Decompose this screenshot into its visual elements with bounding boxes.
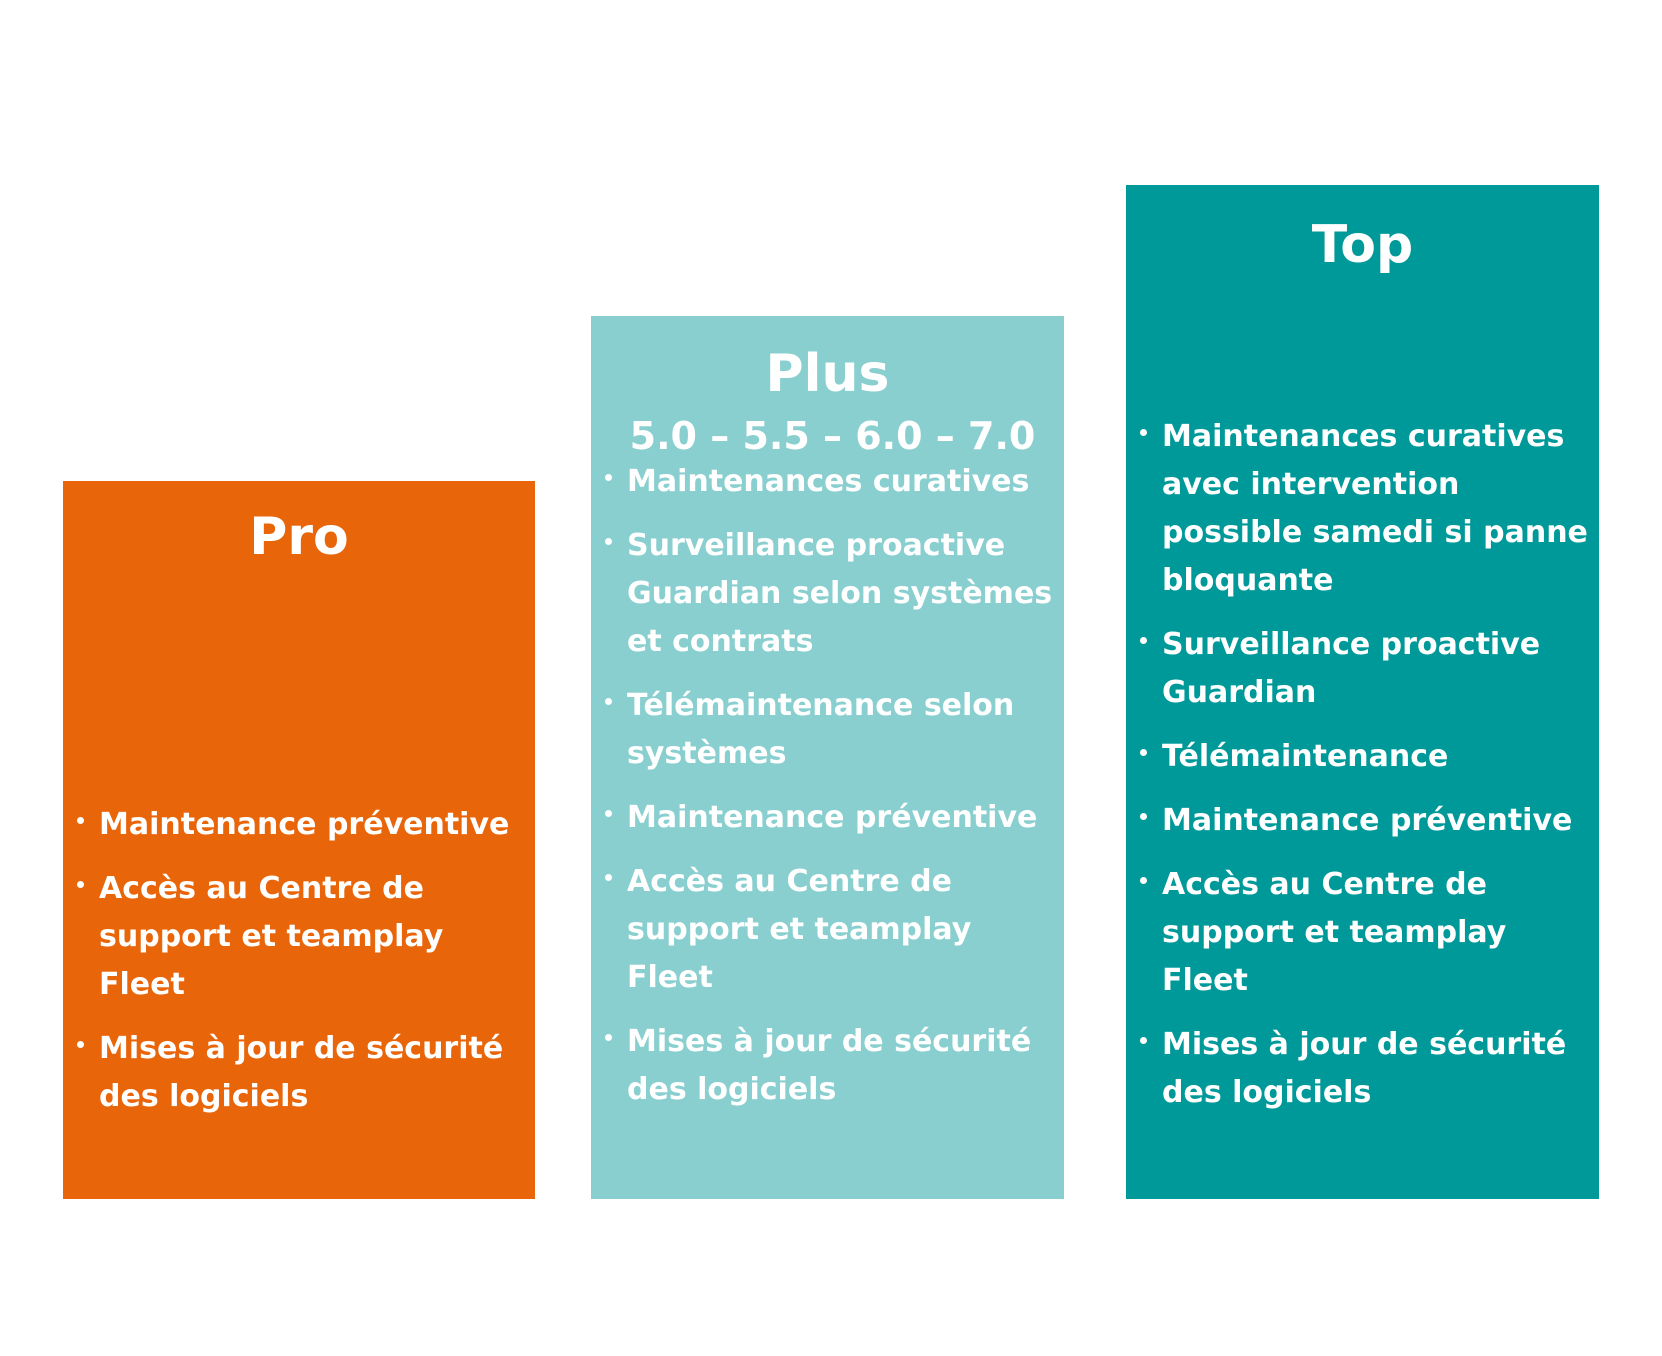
list-item: [603, 522, 1054, 666]
bullet-icon: [1140, 749, 1147, 756]
list-item: [603, 458, 1054, 506]
bullet-icon: [605, 874, 612, 881]
bullet-icon: [1140, 1037, 1147, 1044]
bullet-icon: [1140, 813, 1147, 820]
feature-text: Accès au Centre de support et teamplay Fleet: [627, 864, 972, 995]
bullet-icon: [605, 810, 612, 817]
feature-text: Mises à jour de sécurité des logiciels: [99, 1031, 504, 1114]
list-item: [603, 794, 1054, 842]
list-item: [1138, 797, 1589, 845]
bullet-icon: [1140, 429, 1147, 436]
feature-text: Maintenance préventive: [627, 800, 1038, 835]
bullet-icon: [605, 474, 612, 481]
bullet-icon: [1140, 877, 1147, 884]
feature-text: Accès au Centre de support et teamplay Fleet: [99, 871, 444, 1002]
list-item: [75, 865, 525, 1009]
tier-card-pro: [63, 481, 535, 1199]
list-item: [1138, 861, 1589, 1005]
bullet-icon: [605, 1034, 612, 1041]
list-item: [75, 801, 525, 849]
tier-title: Top: [1311, 215, 1414, 275]
feature-text: Télémaintenance selon systèmes: [627, 688, 1015, 771]
tier-card-top: [1126, 185, 1599, 1199]
bullet-icon: [77, 1041, 84, 1048]
feature-list: [1138, 413, 1589, 1133]
feature-list: [603, 458, 1054, 1130]
feature-text: Maintenance préventive: [99, 807, 510, 842]
list-item: [603, 858, 1054, 1002]
list-item: [75, 1025, 525, 1121]
feature-text: Maintenance préventive: [1162, 803, 1573, 838]
bullet-icon: [1140, 637, 1147, 644]
feature-text: Accès au Centre de support et teamplay Fleet: [1162, 867, 1507, 998]
feature-text: Maintenances curatives: [627, 464, 1030, 499]
list-item: [603, 682, 1054, 778]
feature-text: Maintenances curatives avec intervention possible samedi si panne bloquante: [1162, 419, 1588, 598]
list-item: [1138, 733, 1589, 781]
tier-card-plus: [591, 316, 1064, 1199]
feature-text: Mises à jour de sécurité des logiciels: [627, 1024, 1032, 1107]
list-item: [1138, 621, 1589, 717]
tier-title: Plus: [765, 344, 890, 404]
bullet-icon: [605, 698, 612, 705]
feature-text: Mises à jour de sécurité des logiciels: [1162, 1027, 1567, 1110]
feature-text: Surveillance proactive Guardian selon systèmes et contrats: [627, 528, 1053, 659]
tier-versions: 5.0 – 5.5 – 6.0 – 7.0: [629, 414, 1036, 458]
bullet-icon: [77, 881, 84, 888]
tier-title: Pro: [249, 507, 349, 567]
list-item: [1138, 413, 1589, 605]
list-item: [603, 1018, 1054, 1114]
list-item: [1138, 1021, 1589, 1117]
feature-text: Surveillance proactive Guardian: [1162, 627, 1541, 710]
bullet-icon: [77, 817, 84, 824]
feature-text: Télémaintenance: [1162, 739, 1449, 774]
bullet-icon: [605, 538, 612, 545]
feature-list: [75, 801, 525, 1137]
